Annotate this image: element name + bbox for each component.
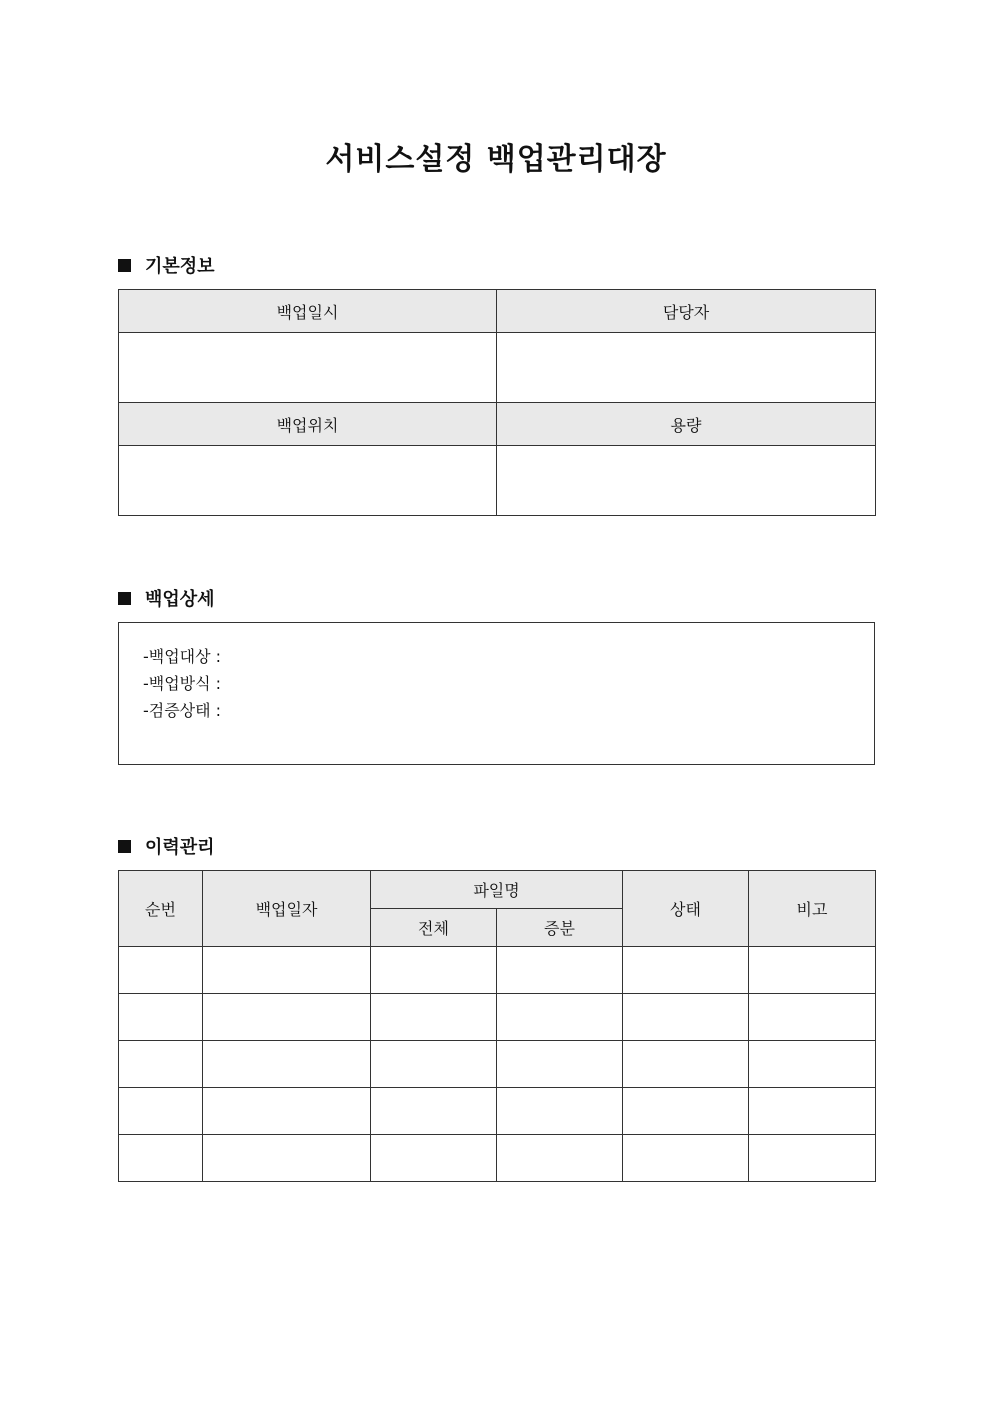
table-cell[interactable]	[749, 1135, 876, 1182]
table-cell[interactable]	[497, 1135, 623, 1182]
label-backup-location: 백업위치	[119, 403, 497, 446]
field-backup-location[interactable]	[119, 446, 497, 516]
table-cell[interactable]	[623, 994, 749, 1041]
section-heading-label: 기본정보	[145, 256, 215, 277]
table-cell[interactable]	[371, 1135, 497, 1182]
field-capacity[interactable]	[497, 446, 876, 516]
detail-line-verification-status: -검증상태 :	[143, 701, 222, 720]
field-manager[interactable]	[497, 333, 876, 403]
table-row	[119, 1135, 876, 1182]
table-cell[interactable]	[203, 947, 371, 994]
table-row	[119, 947, 876, 994]
column-header-seq: 순번	[119, 871, 203, 947]
table-cell[interactable]	[371, 994, 497, 1041]
section-heading-label: 이력관리	[145, 837, 215, 858]
table-cell[interactable]	[371, 1088, 497, 1135]
label-capacity: 용량	[497, 403, 876, 446]
table-cell[interactable]	[203, 1088, 371, 1135]
table-cell[interactable]	[119, 1135, 203, 1182]
table-cell[interactable]	[623, 947, 749, 994]
square-bullet-icon	[118, 592, 131, 605]
column-header-backup-date: 백업일자	[203, 871, 371, 947]
table-cell[interactable]	[623, 1041, 749, 1088]
table-cell[interactable]	[203, 1135, 371, 1182]
table-cell[interactable]	[497, 947, 623, 994]
table-cell[interactable]	[119, 994, 203, 1041]
basic-info-table	[118, 289, 876, 516]
history-table	[118, 870, 876, 1182]
page-title: 서비스설정 백업관리대장	[325, 142, 667, 177]
table-cell[interactable]	[749, 994, 876, 1041]
detail-line-backup-target: -백업대상 :	[143, 647, 222, 666]
table-row	[119, 994, 876, 1041]
table-cell[interactable]	[497, 1088, 623, 1135]
table-cell[interactable]	[203, 1041, 371, 1088]
detail-line-backup-method: -백업방식 :	[143, 674, 222, 693]
section-heading-backup-detail	[118, 586, 215, 610]
column-header-incremental: 증분	[497, 909, 623, 947]
table-cell[interactable]	[623, 1135, 749, 1182]
column-header-full: 전체	[371, 909, 497, 947]
square-bullet-icon	[118, 259, 131, 272]
table-cell[interactable]	[119, 947, 203, 994]
table-cell[interactable]	[749, 1041, 876, 1088]
label-backup-datetime: 백업일시	[119, 290, 497, 333]
table-row	[119, 1041, 876, 1088]
section-heading-basic-info	[118, 253, 215, 277]
table-cell[interactable]	[371, 1041, 497, 1088]
table-cell[interactable]	[371, 947, 497, 994]
section-heading-history	[118, 834, 215, 858]
table-cell[interactable]	[749, 947, 876, 994]
field-backup-datetime[interactable]	[119, 333, 497, 403]
table-cell[interactable]	[497, 994, 623, 1041]
column-header-file-name: 파일명	[371, 871, 623, 909]
column-header-status: 상태	[623, 871, 749, 947]
column-header-remarks: 비고	[749, 871, 876, 947]
table-cell[interactable]	[749, 1088, 876, 1135]
section-heading-label: 백업상세	[145, 589, 215, 610]
table-cell[interactable]	[497, 1041, 623, 1088]
table-row	[119, 1088, 876, 1135]
table-cell[interactable]	[119, 1088, 203, 1135]
table-cell[interactable]	[119, 1041, 203, 1088]
backup-detail-box[interactable]	[118, 622, 875, 765]
label-manager: 담당자	[497, 290, 876, 333]
square-bullet-icon	[118, 840, 131, 853]
backup-detail-lines	[143, 643, 221, 724]
table-cell[interactable]	[203, 994, 371, 1041]
table-cell[interactable]	[623, 1088, 749, 1135]
